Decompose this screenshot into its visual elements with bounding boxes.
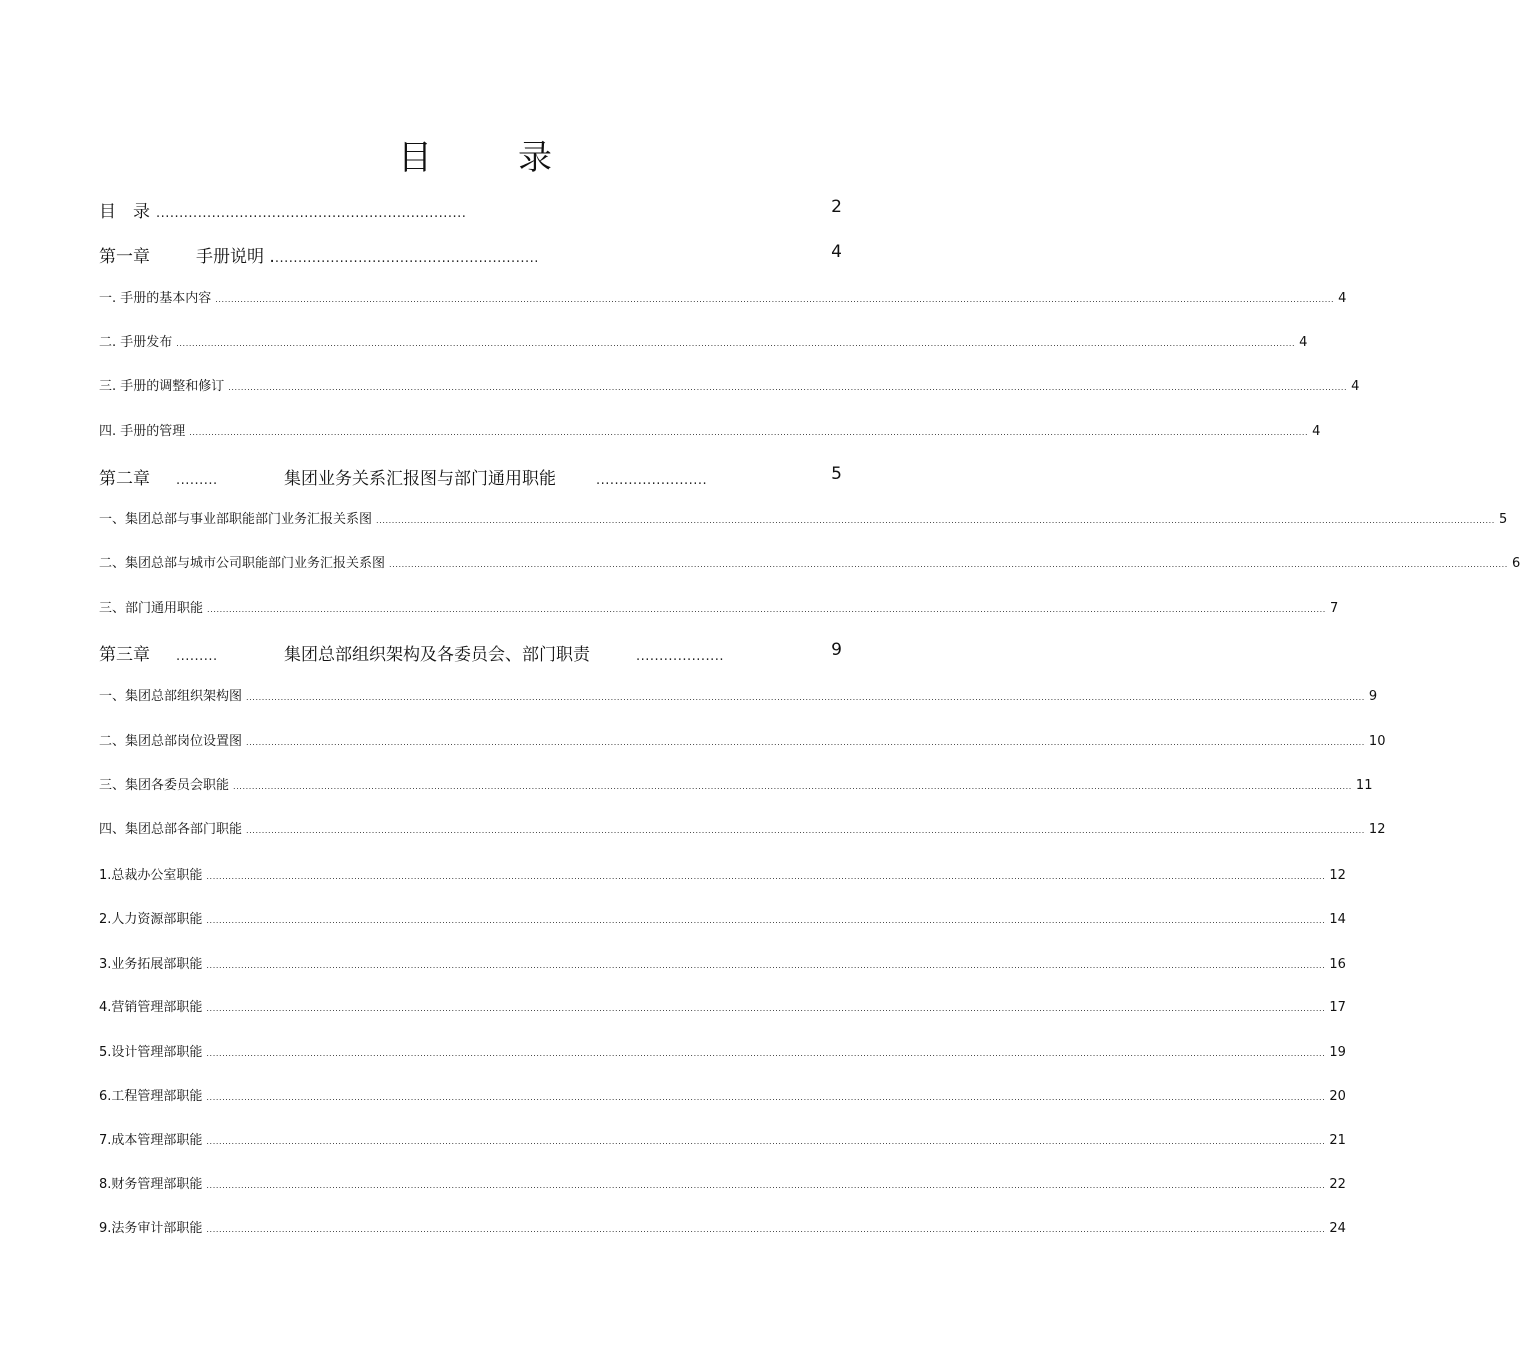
toc-entry-page: 24 xyxy=(1329,1221,1346,1236)
dot-leader: .................................................................................................................................................................................................................................................................................................................................................................... xyxy=(215,295,1335,304)
toc-chapter-label: 第一章 xyxy=(99,247,150,267)
toc-entry-title: 四. 手册的管理 xyxy=(99,424,186,439)
toc-entry-title: 集团总部与事业部职能部门业务汇报关系图 xyxy=(125,512,373,527)
toc-entry-page: 6 xyxy=(1511,556,1520,571)
toc-entry-title: 集团业务关系汇报图与部门通用职能 xyxy=(284,469,556,489)
toc-entry-title: 5.设计管理部职能 xyxy=(99,1045,203,1060)
toc-entry[interactable] xyxy=(99,864,1346,883)
toc-entry-page: 17 xyxy=(1329,1000,1346,1015)
toc-entry[interactable] xyxy=(99,685,1378,704)
dot-leader: .................................................................................................................................................................................................................................................................................................................................................................... xyxy=(206,961,1326,970)
toc-entry-title: 1.总裁办公室职能 xyxy=(99,868,203,883)
toc-entry-page: 4 xyxy=(831,242,842,262)
toc-entry-title: 3.业务拓展部职能 xyxy=(99,957,203,972)
toc-entry-page: 12 xyxy=(1368,822,1386,837)
toc-entry-page: 5 xyxy=(1498,512,1508,527)
toc-entry-title: 集团总部组织架构及各委员会、部门职责 xyxy=(284,645,590,665)
toc-chapter-entry[interactable] xyxy=(99,242,842,267)
dot-leader: .................................................................................................................................................................................................................................................................................................................................................................... xyxy=(189,428,1309,437)
page-title: 目 录 xyxy=(398,138,578,178)
dot-leader: ................................................................... xyxy=(156,206,467,221)
toc-entry[interactable] xyxy=(99,774,1373,793)
toc-entry[interactable] xyxy=(99,953,1346,972)
dot-leader: .................................................................................................................................................................................................................................................................................................................................................................... xyxy=(206,1049,1326,1058)
toc-entry[interactable] xyxy=(99,996,1346,1015)
toc-entry[interactable] xyxy=(99,420,1321,439)
dot-leader: .................................................................................................................................................................................................................................................................................................................................................................... xyxy=(206,1225,1326,1234)
toc-entry-page: 16 xyxy=(1329,957,1346,972)
toc-entry-title: 三、集团各委员会职能 xyxy=(99,778,230,793)
dot-leader: ................... xyxy=(636,649,725,664)
toc-entry[interactable] xyxy=(99,287,1347,306)
toc-entry-title: 6.工程管理部职能 xyxy=(99,1089,203,1104)
dot-leader: .................................................................................................................................................................................................................................................................................................................................................................... xyxy=(207,605,1326,614)
toc-entry-page: 4 xyxy=(1312,424,1321,439)
toc-entry-page: 5 xyxy=(831,464,842,484)
dot-leader: .................................................................................................................................................................................................................................................................................................................................................................... xyxy=(233,782,1352,791)
toc-entry[interactable] xyxy=(99,597,1339,616)
toc-entry-page: 21 xyxy=(1329,1133,1346,1148)
toc-entry[interactable] xyxy=(99,908,1346,927)
dot-leader: .................................................................................................................................................................................................................................................................................................................................................................... xyxy=(206,1004,1326,1013)
toc-entry-page: 4 xyxy=(1338,291,1347,306)
toc-entry-number: 三、 xyxy=(99,601,126,616)
toc-chapter-label: 第三章 xyxy=(99,645,150,665)
dot-leader: .................................................................................................................................................................................................................................................................................................................................................................... xyxy=(246,826,1365,835)
dot-leader: .................................................................................................................................................................................................................................................................................................................................................................... xyxy=(389,560,1508,569)
dot-leader: .................................................................................................................................................................................................................................................................................................................................................................... xyxy=(228,383,1348,392)
toc-entry-title: 三. 手册的调整和修订 xyxy=(99,379,225,394)
toc-entry-page: 11 xyxy=(1355,778,1373,793)
dot-leader: ......... xyxy=(176,473,218,488)
toc-chapter-label: 第二章 xyxy=(99,469,150,489)
dot-leader: .................................................................................................................................................................................................................................................................................................................................................................... xyxy=(376,516,1495,525)
toc-entry-page: 12 xyxy=(1329,868,1346,883)
toc-entry[interactable] xyxy=(99,1041,1346,1060)
dot-leader: ........................ xyxy=(596,473,708,488)
toc-entry-page: 2 xyxy=(831,197,842,217)
dot-leader: .................................................................................................................................................................................................................................................................................................................................................................... xyxy=(246,693,1365,702)
toc-entry-page: 22 xyxy=(1329,1177,1346,1192)
toc-entry-number: 二、 xyxy=(99,556,126,571)
toc-entry[interactable] xyxy=(99,1085,1346,1104)
toc-entry[interactable] xyxy=(99,1173,1346,1192)
dot-leader: ......................................................... xyxy=(274,251,539,266)
toc-entry[interactable] xyxy=(99,552,1520,571)
toc-entry-title: 手册说明 . xyxy=(196,247,275,267)
toc-entry-page: 9 xyxy=(831,640,842,660)
toc-entry-title: 7.成本管理部职能 xyxy=(99,1133,203,1148)
toc-chapter-entry[interactable] xyxy=(99,464,842,489)
toc-entry[interactable] xyxy=(99,818,1386,837)
toc-entry-title: 集团总部与城市公司职能部门业务汇报关系图 xyxy=(125,556,386,571)
dot-leader: .................................................................................................................................................................................................................................................................................................................................................................... xyxy=(206,1093,1326,1102)
toc-entry[interactable] xyxy=(99,375,1360,394)
toc-entry-title: 4.营销管理部职能 xyxy=(99,1000,203,1015)
toc-entry-page: 14 xyxy=(1329,912,1346,927)
toc-entry-title: 2.人力资源部职能 xyxy=(99,912,203,927)
dot-leader: .................................................................................................................................................................................................................................................................................................................................................................... xyxy=(246,738,1365,747)
toc-entry-title: 四、集团总部各部门职能 xyxy=(99,822,243,837)
toc-entry-page: 4 xyxy=(1299,335,1308,350)
dot-leader: .................................................................................................................................................................................................................................................................................................................................................................... xyxy=(176,339,1296,348)
toc-entry[interactable] xyxy=(99,730,1386,749)
toc-chapter-entry[interactable] xyxy=(99,640,842,665)
toc-entry-page: 10 xyxy=(1368,734,1386,749)
toc-entry-title: 8.财务管理部职能 xyxy=(99,1177,203,1192)
dot-leader: .................................................................................................................................................................................................................................................................................................................................................................... xyxy=(206,916,1326,925)
toc-entry[interactable] xyxy=(99,197,842,222)
dot-leader: ......... xyxy=(176,649,218,664)
toc-entry[interactable] xyxy=(99,1129,1346,1148)
toc-entry-page: 20 xyxy=(1329,1089,1346,1104)
dot-leader: .................................................................................................................................................................................................................................................................................................................................................................... xyxy=(206,1181,1326,1190)
dot-leader: .................................................................................................................................................................................................................................................................................................................................................................... xyxy=(206,872,1326,881)
toc-entry[interactable] xyxy=(99,1217,1346,1236)
toc-entry-page: 4 xyxy=(1351,379,1360,394)
toc-entry-number: 一、 xyxy=(99,512,126,527)
toc-entry-title: 部门通用职能 xyxy=(125,601,204,616)
toc-entry-title: 9.法务审计部职能 xyxy=(99,1221,203,1236)
toc-entry-page: 19 xyxy=(1329,1045,1346,1060)
toc-entry-page: 9 xyxy=(1368,689,1378,704)
toc-entry-page: 7 xyxy=(1329,601,1339,616)
toc-entry-title: 目 录 xyxy=(99,202,150,222)
dot-leader: .................................................................................................................................................................................................................................................................................................................................................................... xyxy=(206,1137,1326,1146)
toc-entry[interactable] xyxy=(99,508,1508,527)
toc-entry-title: 一. 手册的基本内容 xyxy=(99,291,212,306)
toc-entry[interactable] xyxy=(99,331,1308,350)
toc-entry-title: 一、集团总部组织架构图 xyxy=(99,689,243,704)
toc-entry-title: 二、集团总部岗位设置图 xyxy=(99,734,243,749)
toc-entry-title: 二. 手册发布 xyxy=(99,335,173,350)
